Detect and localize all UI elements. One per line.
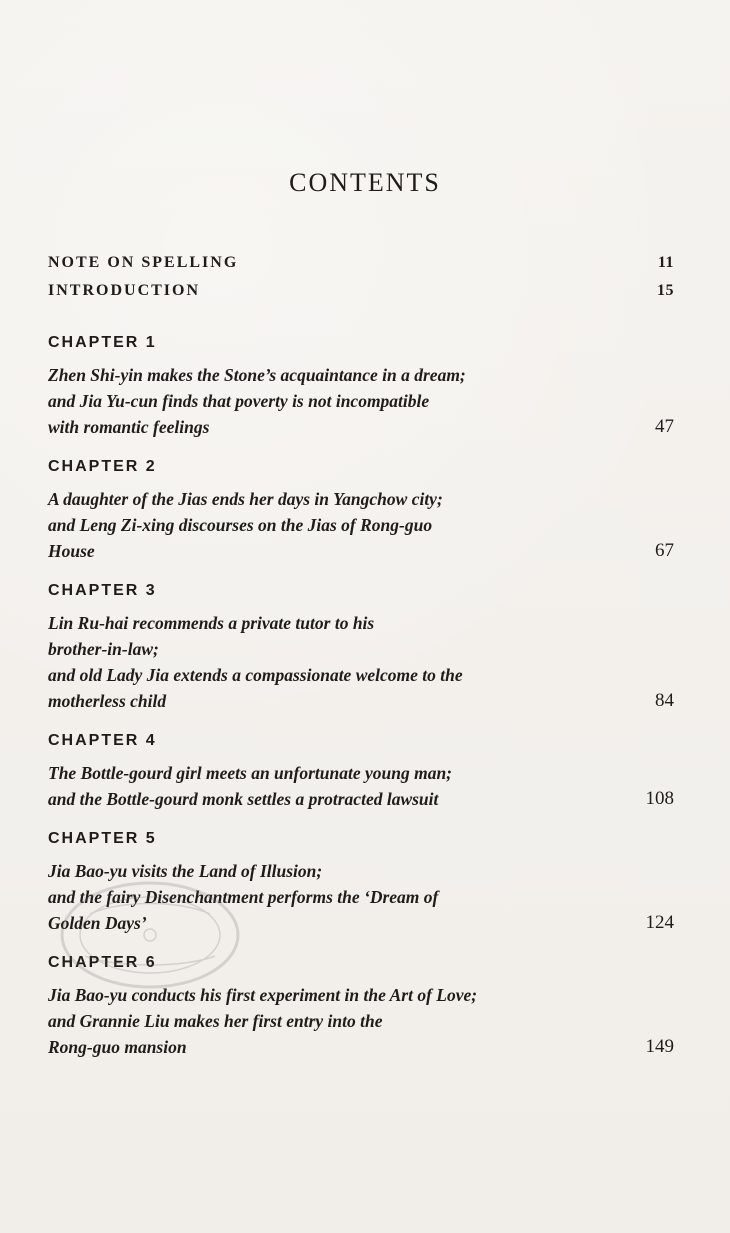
chapter-label: CHAPTER 2 [48, 458, 157, 475]
table-of-contents [48, 254, 674, 1060]
toc-chapter-4 [48, 732, 674, 812]
toc-chapter-2 [48, 458, 674, 564]
chapter-page-number: 149 [645, 1036, 674, 1057]
toc-entry-introduction [48, 282, 674, 310]
chapter-label: CHAPTER 4 [48, 732, 157, 749]
toc-chapter-1 [48, 334, 674, 440]
page-title: CONTENTS [289, 168, 441, 197]
chapter-label: CHAPTER 1 [48, 334, 157, 351]
chapter-description: Lin Ru-hai recommends a private tutor to his brother-in-law; and old Lady Jia extends a compassionate welcome to the motherless child [48, 613, 463, 711]
chapter-label: CHAPTER 3 [48, 582, 157, 599]
chapter-page-number: 108 [645, 788, 674, 809]
chapter-page-number: 84 [655, 690, 674, 711]
chapter-page-number: 124 [645, 912, 674, 933]
chapter-label: CHAPTER 6 [48, 954, 157, 971]
chapter-page-number: 47 [655, 416, 674, 437]
chapter-description: Jia Bao-yu conducts his first experiment in the Art of Love; and Grannie Liu makes her first entry into the Rong-guo mansion [48, 985, 478, 1057]
chapter-label: CHAPTER 5 [48, 830, 157, 847]
chapter-page-number: 67 [655, 540, 674, 561]
chapter-description: Zhen Shi-yin makes the Stone’s acquaintance in a dream; and Jia Yu-cun finds that poverty is not incompatible with romantic feelings [48, 365, 466, 437]
toc-entry-note-on-spelling [48, 254, 674, 282]
toc-entry-page-number: 15 [657, 282, 674, 299]
toc-entry-label: INTRODUCTION [48, 282, 201, 299]
chapter-description: The Bottle-gourd girl meets an unfortunate young man; and the Bottle-gourd monk settles a protracted lawsuit [48, 763, 453, 809]
toc-chapter-5 [48, 830, 674, 936]
toc-chapter-3 [48, 582, 674, 714]
chapter-description: Jia Bao-yu visits the Land of Illusion; and the fairy Disenchantment performs the ‘Dream of Golden Days’ [48, 861, 439, 933]
toc-entry-page-number: 11 [657, 254, 674, 271]
chapter-description: A daughter of the Jias ends her days in Yangchow city; and Leng Zi-xing discourses on the Jias of Rong-guo House [48, 489, 443, 561]
toc-chapter-6 [48, 954, 674, 1060]
toc-entry-label: NOTE ON SPELLING [48, 254, 239, 271]
